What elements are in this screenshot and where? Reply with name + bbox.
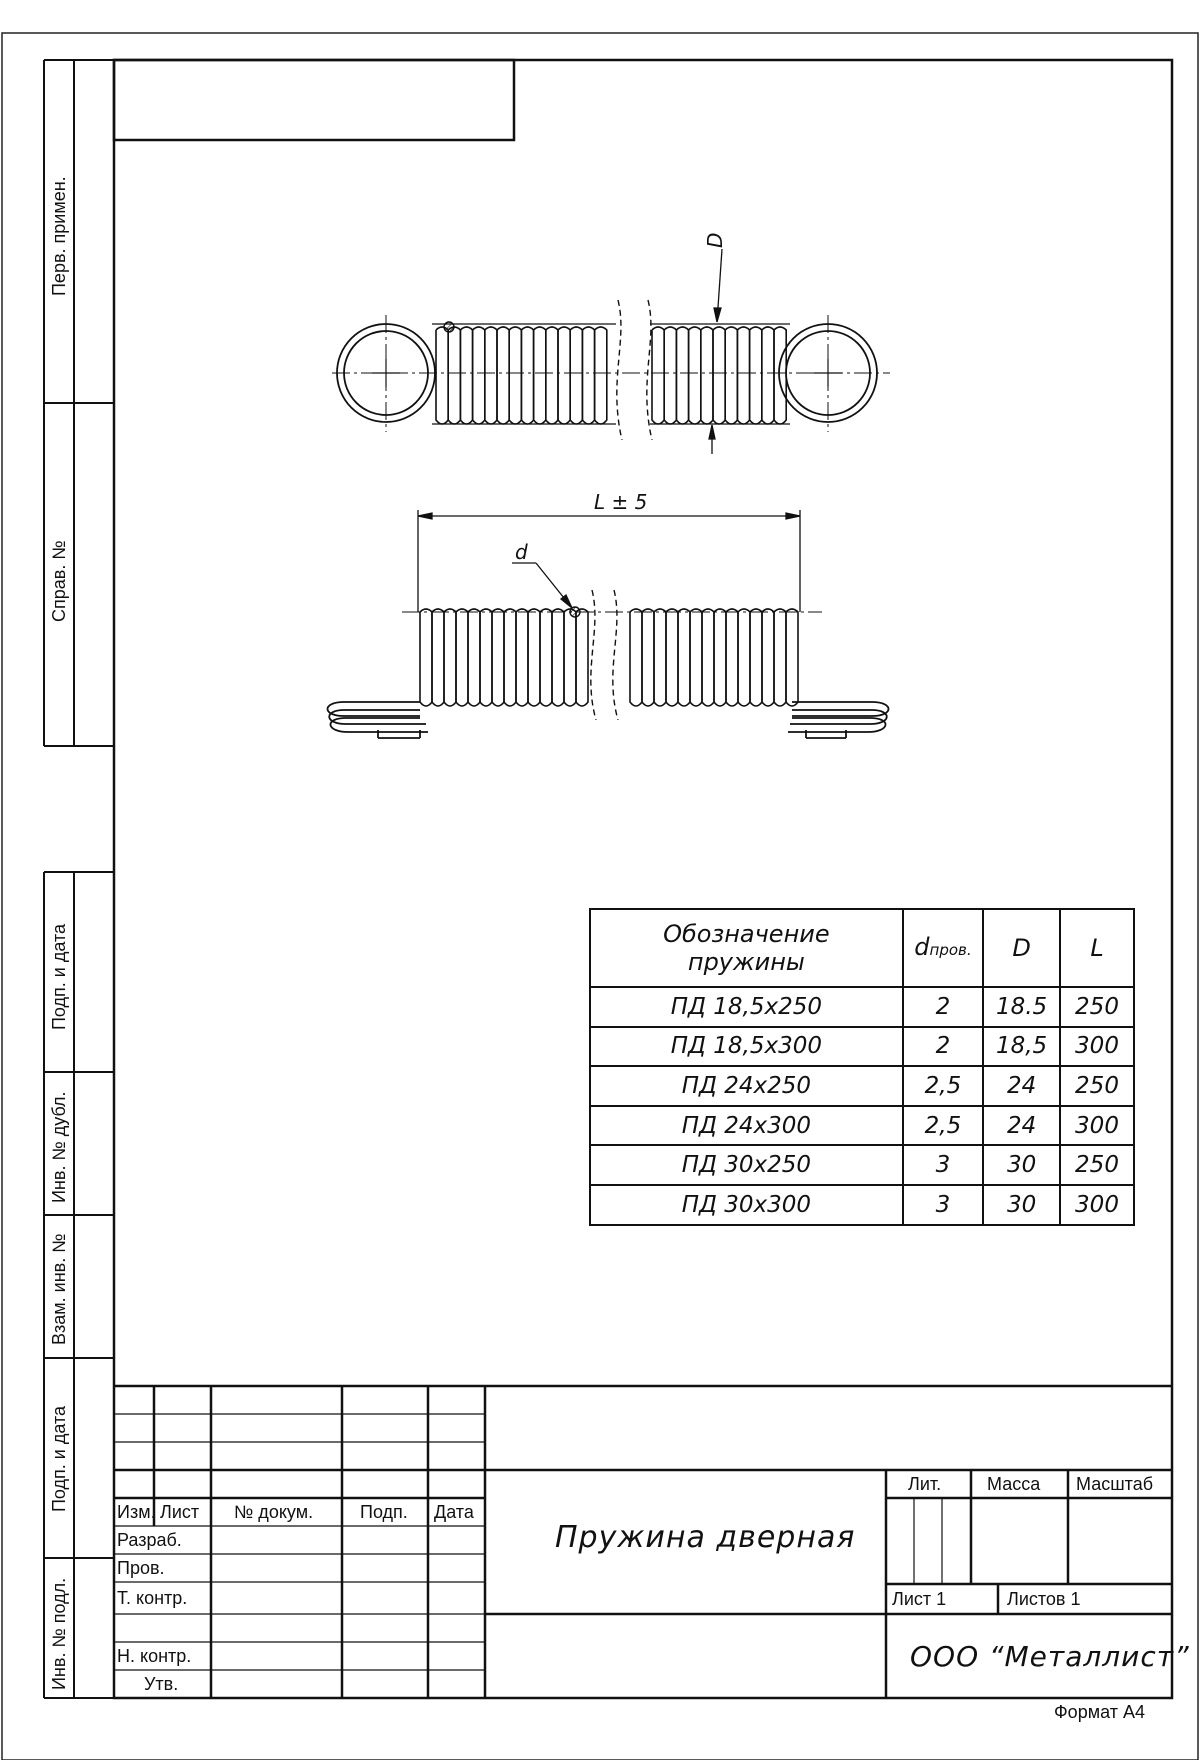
- tb-company: ООО “Металлист”: [910, 1640, 1190, 1673]
- header-D: D: [983, 909, 1060, 987]
- spec-cell-name: ПД 18,5x300: [590, 1027, 903, 1067]
- tb-listov: Листов 1: [1007, 1589, 1081, 1609]
- coil-turn: [534, 327, 546, 424]
- header-d: [903, 909, 983, 987]
- tb-list: Лист 1: [892, 1589, 947, 1609]
- tb-row-tkontr: Т. контр.: [117, 1588, 188, 1608]
- spec-cell-name: ПД 24x300: [590, 1106, 903, 1146]
- coil-turn: [652, 327, 664, 424]
- tb-col-list: Лист: [160, 1502, 200, 1522]
- main-frame: [114, 60, 1172, 1698]
- coil-turn: [509, 327, 521, 424]
- spring-top-break: [617, 300, 652, 440]
- dim-D-label: D: [703, 232, 727, 248]
- coil-turn: [521, 327, 533, 424]
- spec-cell-D: 24: [983, 1066, 1060, 1106]
- spec-cell-D: 30: [983, 1145, 1060, 1185]
- margin-inv-dubl: Инв. № дубл.: [49, 1091, 69, 1203]
- coil-turn: [774, 609, 786, 706]
- spec-row: [590, 1145, 1134, 1185]
- spec-cell-d: 2,5: [903, 1066, 983, 1106]
- coil-turn: [468, 609, 480, 706]
- margin-perv-primen: Перв. примен.: [49, 176, 69, 296]
- spec-cell-L: 250: [1060, 987, 1134, 1027]
- spring-side-coils-right: [630, 609, 798, 706]
- spring-side-break: [591, 590, 618, 720]
- tb-row-razrab: Разраб.: [117, 1530, 182, 1550]
- spec-cell-d: 2,5: [903, 1106, 983, 1146]
- coil-turn: [701, 327, 713, 424]
- spec-row: [590, 1185, 1134, 1225]
- spring-side-coils-left: [420, 609, 588, 706]
- dim-d-leader: [512, 563, 572, 608]
- coil-turn: [480, 609, 492, 706]
- coil-turn: [702, 609, 714, 706]
- margin-podp-data-2: Подп. и дата: [49, 1405, 69, 1512]
- coil-turn: [448, 327, 460, 424]
- tb-col-podp: Подп.: [360, 1502, 408, 1522]
- coil-turn: [762, 609, 774, 706]
- spec-cell-D: 18,5: [983, 1027, 1060, 1067]
- coil-turn: [492, 609, 504, 706]
- coil-turn: [576, 609, 588, 706]
- tb-masshtab: Масштаб: [1076, 1474, 1154, 1494]
- spec-cell-name: ПД 30x300: [590, 1185, 903, 1225]
- tb-part-name: Пружина дверная: [555, 1520, 856, 1555]
- coil-turn: [456, 609, 468, 706]
- spec-cell-d: 3: [903, 1145, 983, 1185]
- coil-turn: [460, 327, 472, 424]
- coil-turn: [436, 327, 448, 424]
- coil-turn: [558, 327, 570, 424]
- spring-top-coils-right: [652, 327, 786, 424]
- header-d-sub: пров.: [929, 940, 972, 959]
- coil-turn: [630, 609, 642, 706]
- dim-L-label: L ± 5: [594, 490, 648, 514]
- coil-turn: [678, 609, 690, 706]
- tb-col-data: Дата: [434, 1502, 474, 1522]
- coil-turn: [676, 327, 688, 424]
- coil-turn: [750, 609, 762, 706]
- coil-turn: [714, 609, 726, 706]
- spec-cell-d: 2: [903, 1027, 983, 1067]
- spec-row: [590, 1066, 1134, 1106]
- format-label: Формат А4: [1054, 1702, 1145, 1722]
- coil-turn: [726, 609, 738, 706]
- left-margin-upper: [44, 60, 114, 746]
- coil-turn: [774, 327, 786, 424]
- spec-cell-L: 300: [1060, 1027, 1134, 1067]
- margin-podp-data-1: Подп. и дата: [49, 923, 69, 1030]
- coil-turn: [642, 609, 654, 706]
- wire-section-side: [570, 607, 580, 617]
- header-d-main: d: [914, 932, 930, 961]
- coil-turn: [570, 327, 582, 424]
- coil-turn: [762, 327, 774, 424]
- margin-vzam-inv: Взам. инв. №: [49, 1233, 69, 1345]
- wire-section-top: [444, 322, 454, 332]
- spec-cell-name: ПД 18,5x250: [590, 987, 903, 1027]
- coil-turn: [664, 327, 676, 424]
- spec-row: [590, 987, 1134, 1027]
- spec-cell-L: 300: [1060, 1185, 1134, 1225]
- coil-turn: [485, 327, 497, 424]
- spec-table: [589, 908, 1135, 1226]
- coil-turn: [595, 327, 607, 424]
- spring-top-coils-left: [436, 327, 607, 424]
- spec-cell-L: 300: [1060, 1106, 1134, 1146]
- coil-turn: [420, 609, 432, 706]
- tb-row-prov: Пров.: [117, 1558, 165, 1578]
- coil-turn: [546, 327, 558, 424]
- coil-turn: [540, 609, 552, 706]
- coil-turn: [654, 609, 666, 706]
- coil-turn: [473, 327, 485, 424]
- spec-cell-D: 24: [983, 1106, 1060, 1146]
- spec-cell-D: 30: [983, 1185, 1060, 1225]
- coil-turn: [504, 609, 516, 706]
- spec-table-body: [590, 987, 1134, 1225]
- coil-turn: [713, 327, 725, 424]
- coil-turn: [750, 327, 762, 424]
- tb-col-izm: Изм.: [117, 1502, 156, 1522]
- coil-turn: [666, 609, 678, 706]
- header-L: L: [1060, 909, 1134, 987]
- coil-turn: [528, 609, 540, 706]
- coil-turn: [738, 609, 750, 706]
- spec-cell-L: 250: [1060, 1145, 1134, 1185]
- margin-sprav-no: Справ. №: [49, 540, 69, 622]
- dim-L-line: [418, 510, 800, 612]
- spec-row: [590, 1027, 1134, 1067]
- tb-row-utv: Утв.: [144, 1674, 179, 1694]
- coil-turn: [497, 327, 509, 424]
- tb-col-dokum: № докум.: [234, 1502, 314, 1522]
- spec-cell-name: ПД 30x250: [590, 1145, 903, 1185]
- coil-turn: [432, 609, 444, 706]
- spec-cell-name: ПД 24x250: [590, 1066, 903, 1106]
- top-left-box: [114, 60, 514, 140]
- tb-massa: Масса: [987, 1474, 1041, 1494]
- spring-top-view: [332, 315, 890, 432]
- coil-turn: [582, 327, 594, 424]
- spec-cell-d: 2: [903, 987, 983, 1027]
- coil-turn: [690, 609, 702, 706]
- coil-turn: [516, 609, 528, 706]
- margin-inv-podl: Инв. № подл.: [49, 1577, 69, 1690]
- tb-row-nkontr: Н. контр.: [117, 1646, 192, 1666]
- spring-side-view: [328, 612, 889, 738]
- spec-cell-D: 18.5: [983, 987, 1060, 1027]
- coil-turn: [786, 609, 798, 706]
- coil-turn: [552, 609, 564, 706]
- spec-row: [590, 1106, 1134, 1146]
- coil-turn: [737, 327, 749, 424]
- spec-cell-d: 3: [903, 1185, 983, 1225]
- header-designation: Обозначение пружины: [590, 909, 903, 987]
- coil-turn: [564, 609, 576, 706]
- tb-lit: Лит.: [908, 1474, 942, 1494]
- coil-turn: [725, 327, 737, 424]
- dim-d-label: d: [515, 540, 528, 564]
- coil-turn: [689, 327, 701, 424]
- coil-turn: [444, 609, 456, 706]
- spec-cell-L: 250: [1060, 1066, 1134, 1106]
